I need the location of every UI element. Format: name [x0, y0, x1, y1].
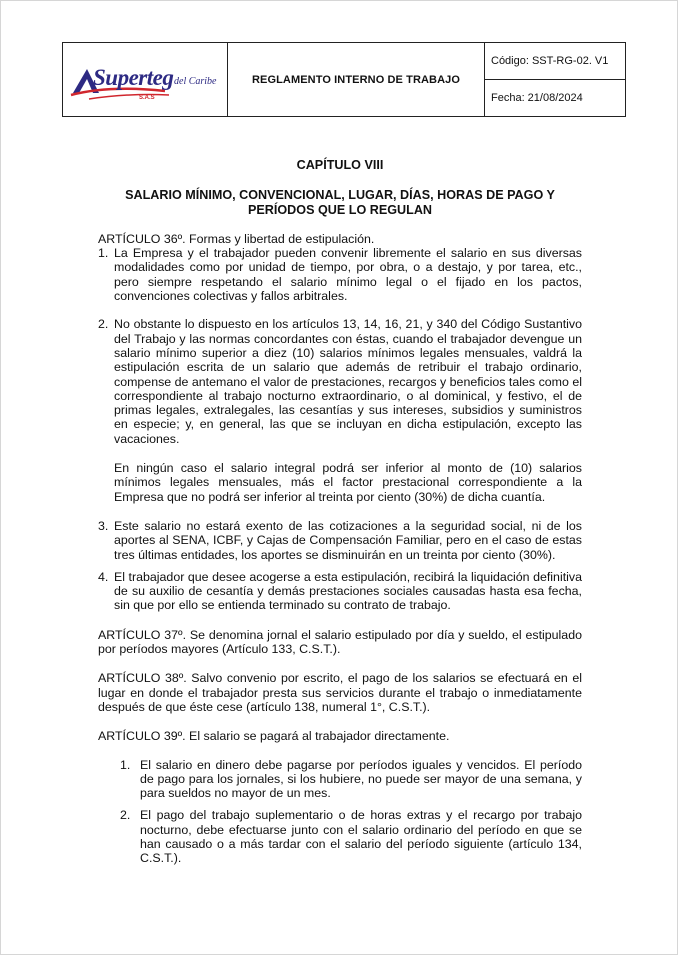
document-title: REGLAMENTO INTERNO DE TRABAJO [228, 43, 485, 117]
item-text: La Empresa y el trabajador pueden convenir libremente el salario en sus diversas modalidades como por unidad de tiempo, por obra, o a destajo, y por tarea, etc., pero siempre respetando el salario mínimo legal o el fijado en los pactos, convenciones colectivas y fallos arbitrales. [114, 246, 582, 304]
article-36-item [98, 519, 582, 562]
document-header [62, 42, 626, 117]
item-text: El salario en dinero debe pagarse por períodos iguales y vencidos. El período de pago para los jornales, si los hubiere, no puede ser mayor de una semana, y para sueldos no mayor de un mes. [140, 757, 582, 801]
document-body [98, 158, 582, 866]
item-number: 2. [120, 808, 131, 823]
item-text: El pago del trabajo suplementario o de horas extras y el recargo por trabajo nocturno, debe efectuarse junto con el salario ordinario del período en que se han causado o a más tardar con el salario del período siguiente (artículo 134, C.S.T.). [140, 808, 582, 866]
article-39-item [120, 758, 582, 801]
company-logo [69, 55, 219, 105]
logo-sas: S.A.S [139, 94, 155, 101]
article-39-item [120, 808, 582, 865]
chapter-subtitle: SALARIO MÍNIMO, CONVENCIONAL, LUGAR, DÍAS, HORAS DE PAGO Y PERÍODOS QUE LO REGULAN [125, 188, 555, 217]
document-date: Fecha: 21/08/2024 [485, 80, 626, 117]
item-number: 1. [120, 757, 131, 772]
logo-subtext: del Caribe [174, 75, 217, 87]
article-38: ARTÍCULO 38º. Salvo convenio por escrito, el pago de los salarios se efectuará en el lugar en donde el trabajador presta sus servicios durante el trabajo o inmediatamente después de que éste cese (artículo 138, numeral 1°, C.S.T.). [98, 671, 582, 714]
item-text: El trabajador que desee acogerse a esta estipulación, recibirá la liquidación definitiva de su auxilio de cesantía y demás prestaciones sociales causadas hasta esa fecha, sin que por ello se entienda terminado su contrato de trabajo. [114, 569, 582, 613]
article-36-heading: ARTÍCULO 36º. Formas y libertad de estipulación. [98, 231, 375, 246]
article-36-item [98, 246, 582, 303]
article-36-item [98, 317, 582, 446]
article-37: ARTÍCULO 37º. Se denomina jornal el salario estipulado por día y sueldo, el estipulado por períodos mayores (Artículo 133, C.S.T.). [98, 627, 582, 657]
salary-note: En ningún caso el salario integral podrá ser inferior al monto de (10) salarios mínimos legales mensuales, más el factor prestacional correspondiente a la Empresa que no podrá ser inferior al treinta por ciento (30%) de dicha cuantía. [114, 461, 582, 504]
item-number: 4. [98, 569, 109, 584]
document-code: Código: SST-RG-02. V1 [485, 43, 626, 80]
article-39-heading: ARTÍCULO 39º. El salario se pagará al trabajador directamente. [98, 729, 450, 744]
article-39-list [120, 758, 582, 866]
item-number: 3. [98, 518, 109, 533]
item-text: Este salario no estará exento de las cotizaciones a la seguridad social, ni de los aportes al SENA, ICBF, y Cajas de Compensación Familiar, pero en el caso de estas tres últimas entidades, los aportes se disminuirán en un treinta por ciento (30%). [114, 518, 582, 562]
article-36-item [98, 570, 582, 613]
item-number: 2. [98, 317, 109, 332]
logo-cell [63, 43, 228, 117]
chapter-title: CAPÍTULO VIII [296, 158, 384, 172]
item-text: No obstante lo dispuesto en los artículos 13, 14, 16, 21, y 340 del Código Sustantivo del Trabajo y las normas concordantes con éstas, cuando el trabajador devengue un salario mínimo superior a diez (10) salarios mínimos legales mensuales, valdrá la estipulación escrita de un salario que además de retribuir el trabajo ordinario, compense de antemano el valor de prestaciones, recargos y beneficios tales como el correspondiente al trabajo nocturno extraordinario, o al dominical, y festivo, el de primas legales, extralegales, las cesantías y sus intereses, subsidios y suministros en especie; y, en general, las que se incluyan en dicha estipulación, excepto las vacaciones. [114, 317, 582, 446]
logo-text: Superteg [93, 64, 174, 90]
item-number: 1. [98, 246, 109, 261]
